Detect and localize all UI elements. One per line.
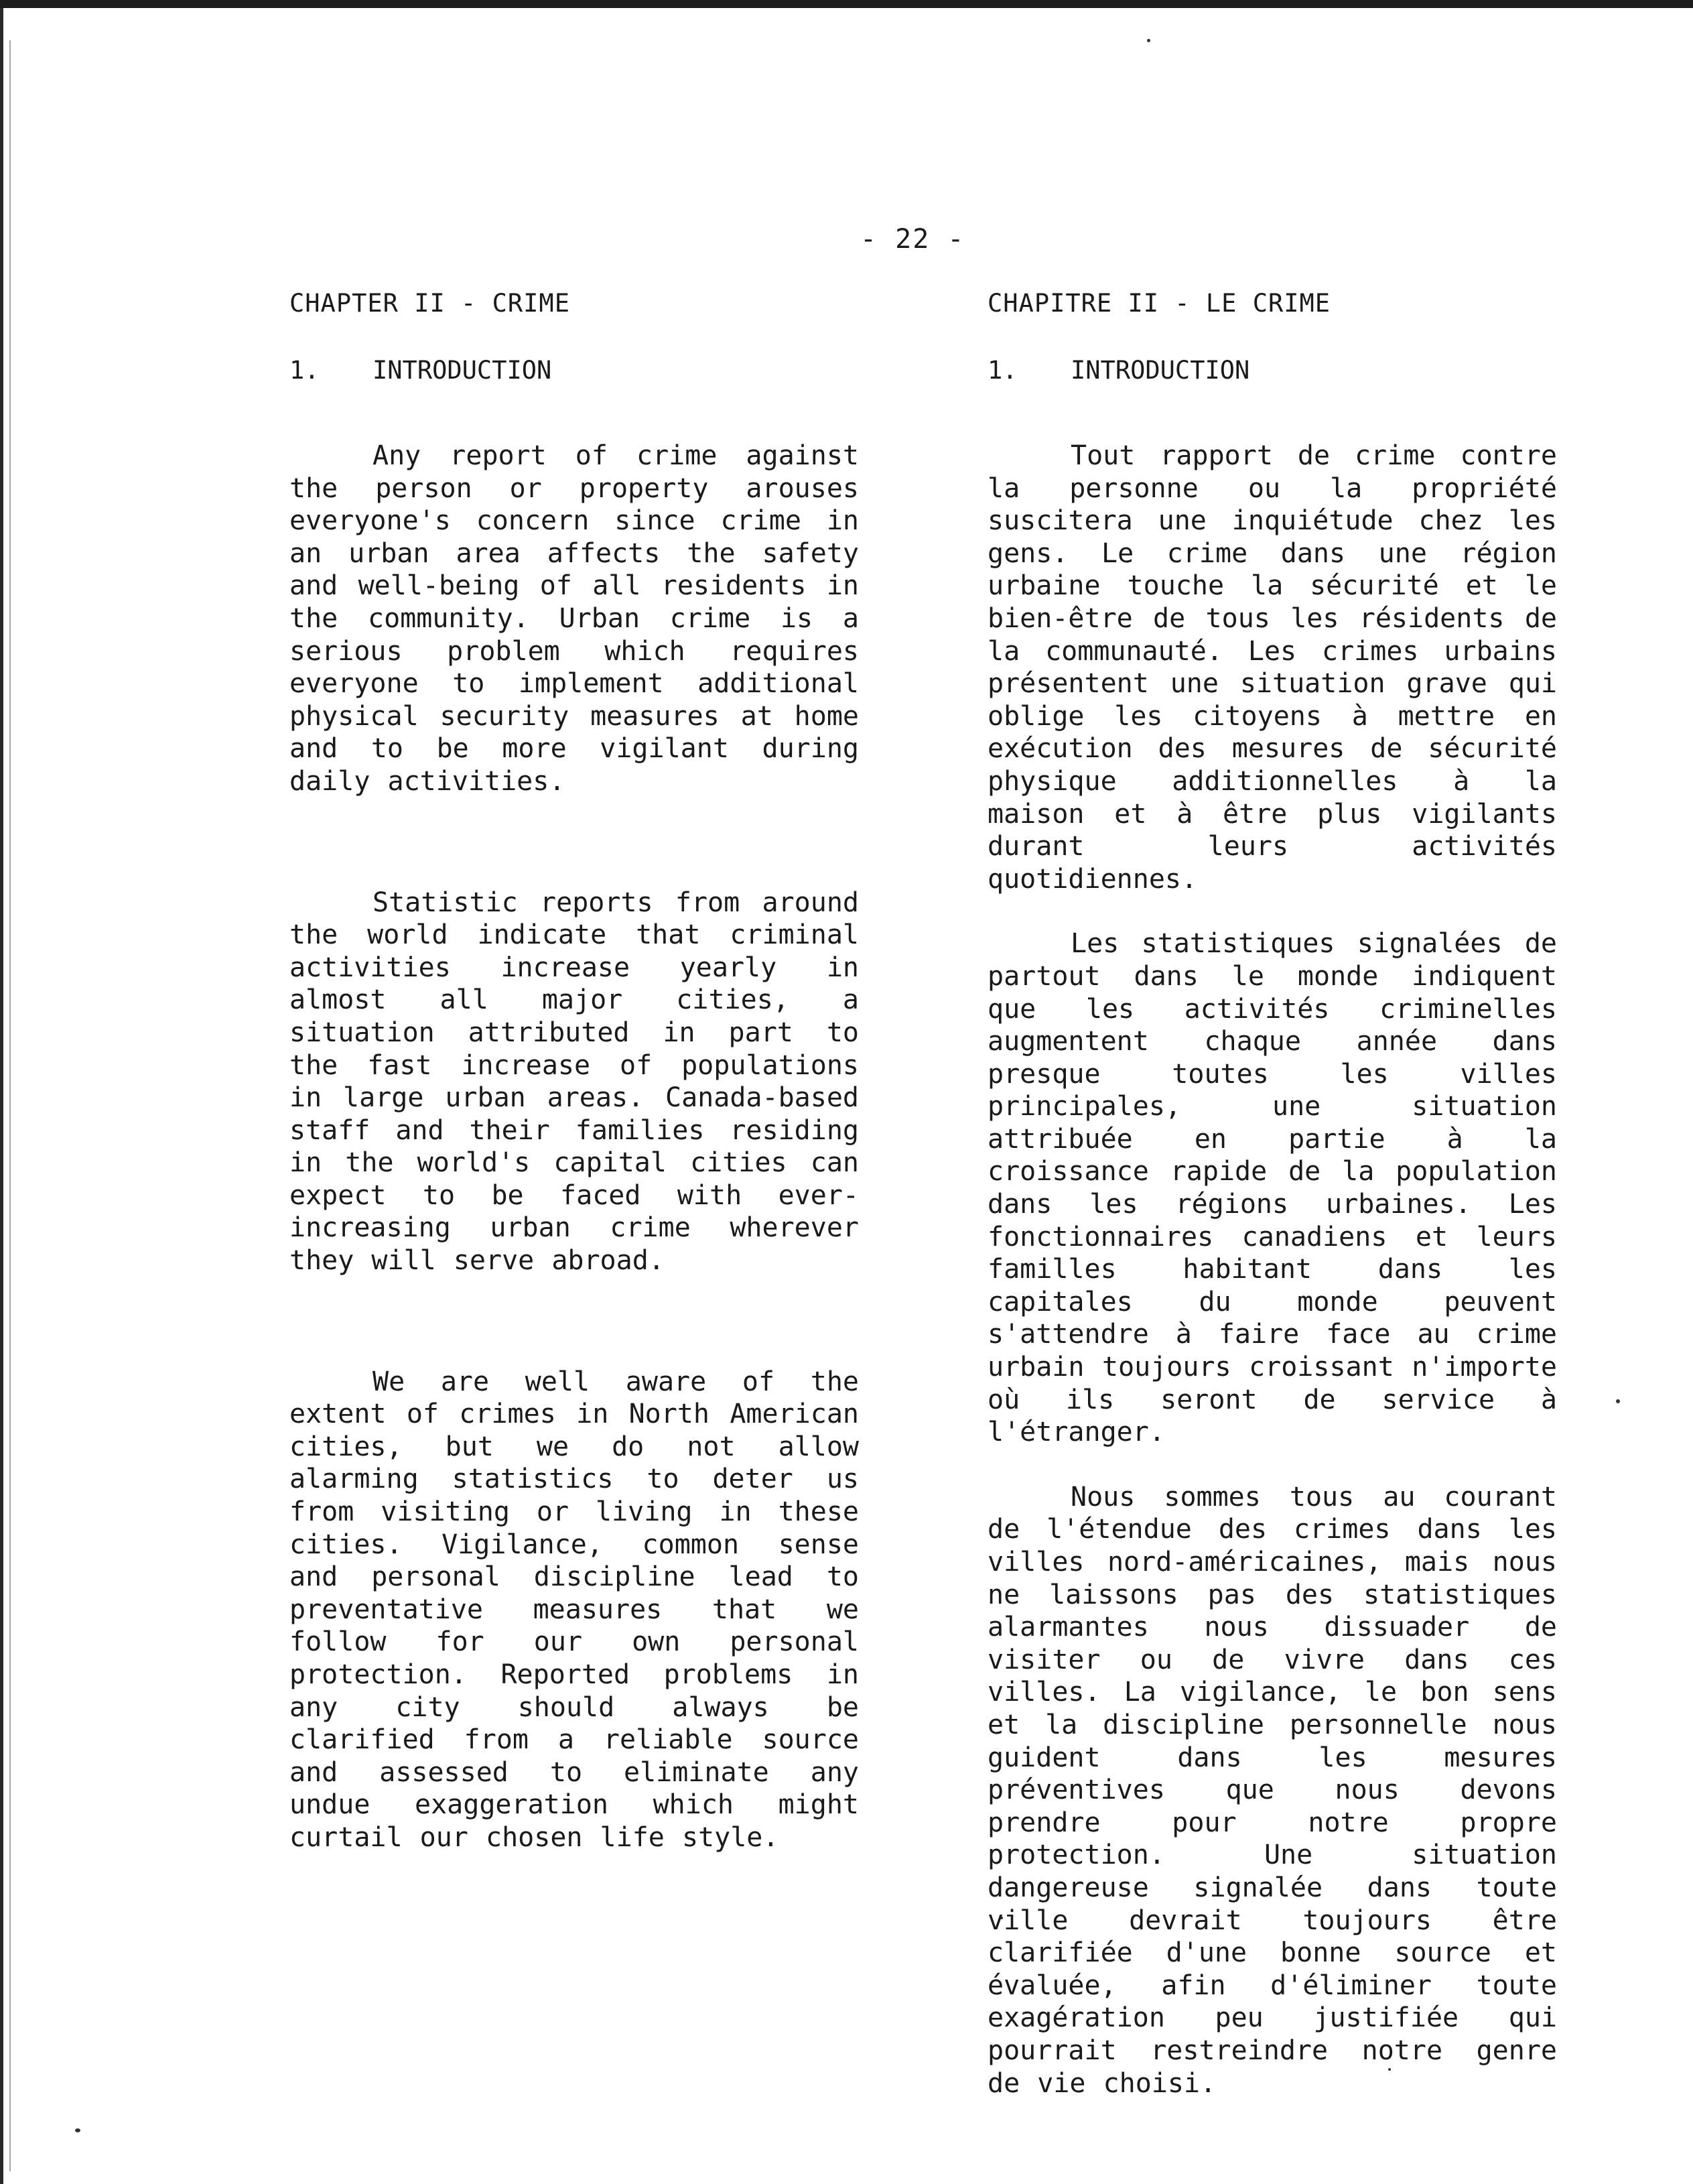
paragraph-fr-2: Les statistiques signalées de partout dans le monde indiquent que les activités criminelles augmentent chaque année dans presque toutes les villes principales, une situation attribuée en partie à la croissance rapide de la population dans les régions urbaines. Les fonctionnaires canadiens et leurs familles habitant dans les capitales du monde peuvent s'attendre à faire face au crime urbain toujours croissant n'importe où ils seront de service à l'étranger. <box>988 928 1557 1448</box>
chapter-title-fr: CHAPITRE II - LE CRIME <box>988 289 1331 318</box>
section-heading-fr <box>988 354 1557 387</box>
section-number-en: 1. <box>289 356 320 385</box>
section-heading-en <box>289 354 859 387</box>
english-column <box>289 287 859 1854</box>
page-number: - 22 - <box>860 224 965 255</box>
scan-speck <box>1616 1399 1620 1403</box>
scan-top-edge <box>0 0 1693 8</box>
section-title-en: INTRODUCTION <box>373 356 552 385</box>
paragraph-fr-3: Nous sommes tous au courant de l'étendue des crimes dans les villes nord-américaines, mais nous ne laissons pas des statistiques alarmantes nous dissuader de visiter ou de vivre dans ces villes. La vigilance, le bon sens et la discipline personnelle nous guident dans les mesures préventives que nous devons prendre pour notre propre protection. Une situation dangereuse signalée dans toute ville devrait toujours être clarifiée d'une bonne source et évaluée, afin d'éliminer toute exagération peu justifiée qui pourrait restreindre notre genre de vie choisi. <box>988 1481 1557 2099</box>
section-number-fr: 1. <box>988 356 1018 385</box>
scan-left-edge-shadow <box>9 40 11 2171</box>
chapter-title-en: CHAPTER II - CRIME <box>289 289 570 318</box>
scan-speck <box>1147 39 1150 42</box>
paragraph-fr-1: Tout rapport de crime contre la personne ou la propriété suscitera une inquiétude chez les gens. Le crime dans une région urbaine touche la sécurité et le bien-être de tous les résidents de la communauté. Les crimes urbains présentent une situation grave qui oblige les citoyens à mettre en exécution des mesures de sécurité physique additionnelles à la maison et à être plus vigilants durant leurs activités quotidiennes. <box>988 440 1557 895</box>
scan-speck <box>75 2128 80 2132</box>
paragraph-en-2: Statistic reports from around the world indicate that criminal activities increase yearly in almost all major cities, a situation attributed in part to the fast increase of populations in large urban areas. Canada-based staff and their families residing in the world's capital cities can expect to be faced with ever-increasing urban crime wherever they will serve abroad. <box>289 887 859 1277</box>
scan-left-edge <box>0 8 3 2184</box>
paragraph-en-1: Any report of crime against the person or property arouses everyone's concern since crime in an urban area affects the safety and well-being of all residents in the community. Urban crime is a serious problem which requires everyone to implement additional physical security measures at home and to be more vigilant during daily activities. <box>289 440 859 797</box>
section-title-fr: INTRODUCTION <box>1071 356 1250 385</box>
paragraph-en-3: We are well aware of the extent of crimes in North American cities, but we do not allow alarming statistics to deter us from visiting or living in these cities. Vigilance, common sense and personal discipline lead to preventative measures that we follow for our own personal protection. Reported problems in any city should always be clarified from a reliable source and assessed to eliminate any undue exaggeration which might curtail our chosen life style. <box>289 1366 859 1853</box>
french-column <box>988 287 1557 2100</box>
